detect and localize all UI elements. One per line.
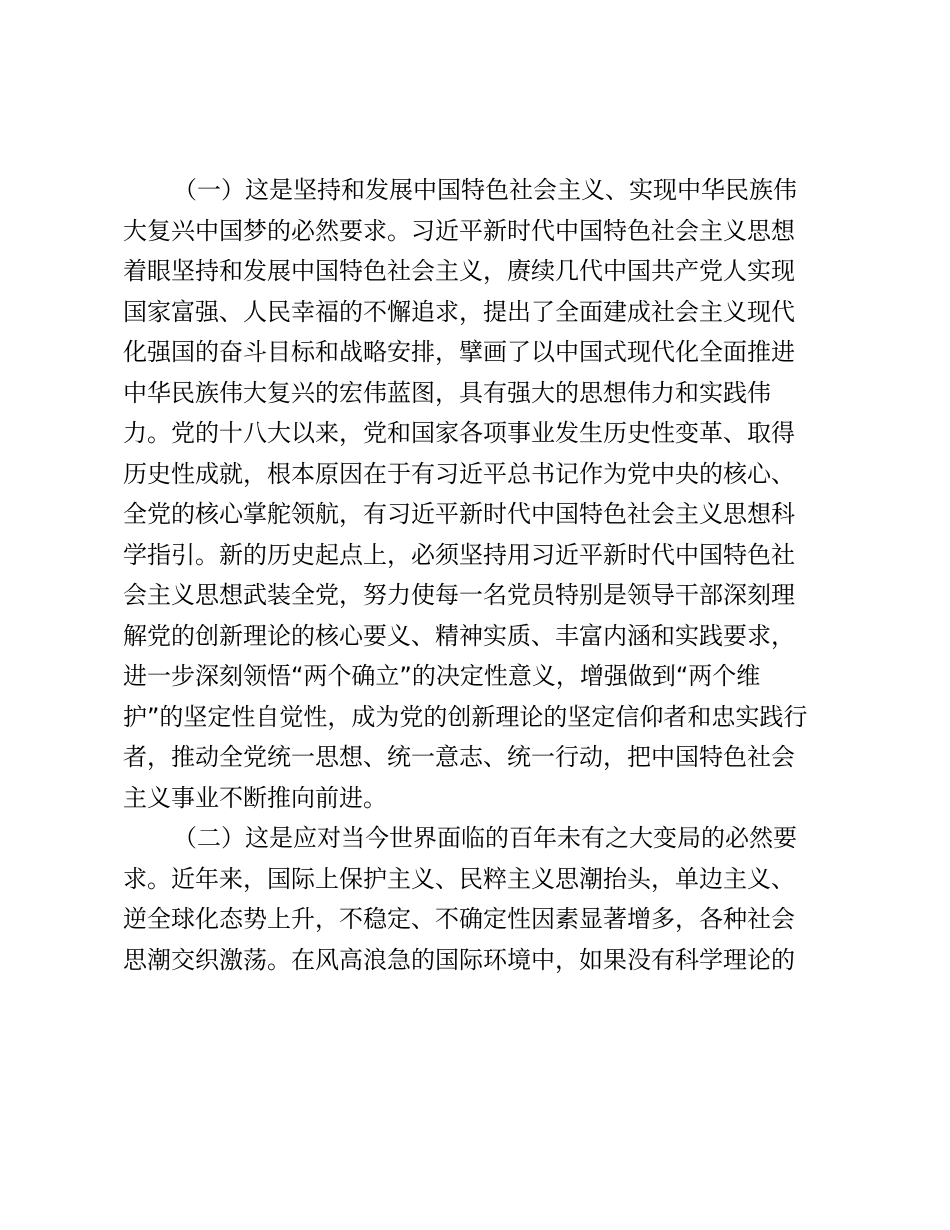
paragraph-2-line: 思潮交织激荡。在风高浪急的国际环境中，如果没有科学理论的 [123,945,795,974]
paragraph-1-line: 者，推动全党统一思想、统一意志、统一行动，把中国特色社会 [123,743,795,771]
paragraph-1-line: 会主义思想武装全党，努力使每一名党员特别是领导干部深刻理 [123,581,795,609]
paragraph-1-line: （一）这是坚持和发展中国特色社会主义、实现中华民族伟 [173,176,797,204]
paragraph-1-line: 学指引。新的历史起点上，必须坚持用习近平新时代中国特色社 [123,540,795,569]
paragraph-1-line: 力。党的十八大以来，党和国家各项事业发生历史性变革、取得 [123,419,795,447]
paragraph-2-line: （二）这是应对当今世界面临的百年未有之大变局的必然要 [173,824,797,852]
paragraph-1-line: 化强国的奋斗目标和战略安排，擘画了以中国式现代化全面推进 [123,338,795,366]
paragraph-1-line: 主义事业不断推向前进。 [123,783,387,812]
body-text [123,170,843,980]
paragraph-1-line: 大复兴中国梦的必然要求。习近平新时代中国特色社会主义思想 [123,216,795,245]
paragraph-1-line: 中华民族伟大复兴的宏伟蓝图，具有强大的思想伟力和实践伟 [123,378,771,407]
paragraph-1-line: 解党的创新理论的核心要义、精神实质、丰富内涵和实践要求， [123,621,795,650]
paragraph-1-line: 护”的坚定性自觉性，成为党的创新理论的坚定信仰者和忠实践行 [123,702,808,731]
paragraph-1-line: 国家富强、人民幸福的不懈追求，提出了全面建成社会主义现代 [123,297,795,326]
paragraph-1-line: 进一步深刻领悟“两个确立”的决定性意义，增强做到“两个维 [123,662,761,690]
paragraph-1-line: 全党的核心掌舵领航，有习近平新时代中国特色社会主义思想科 [123,500,795,528]
paragraph-1-line: 历史性成就，根本原因在于有习近平总书记作为党中央的核心、 [123,459,795,488]
paragraph-1-line: 着眼坚持和发展中国特色社会主义，赓续几代中国共产党人实现 [123,257,795,285]
paragraph-2-line: 逆全球化态势上升，不稳定、不确定性因素显著增多，各种社会 [123,905,795,933]
paragraph-2-line: 求。近年来，国际上保护主义、民粹主义思潮抬头，单边主义、 [123,864,795,893]
